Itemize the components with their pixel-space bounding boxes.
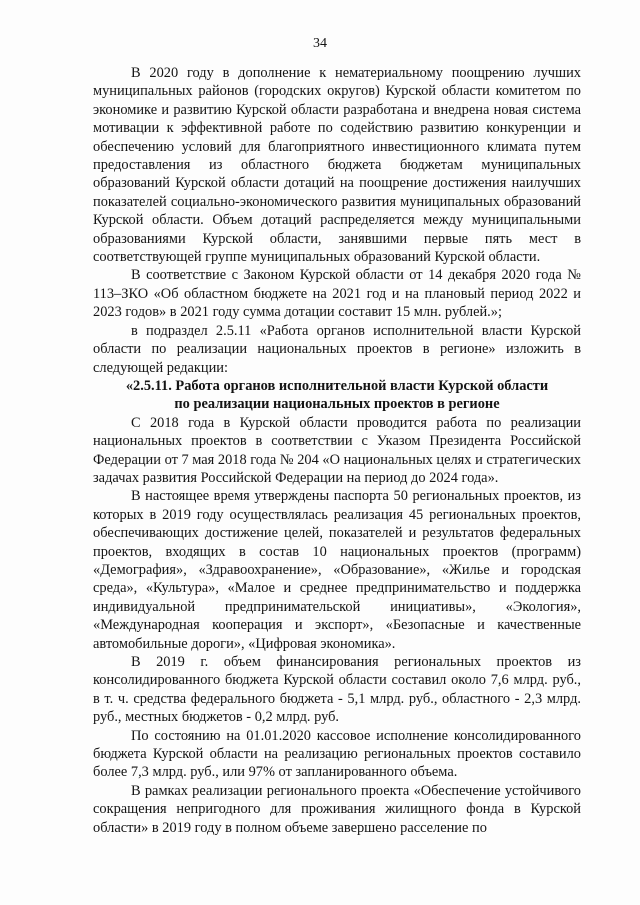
section-heading-line-1: «2.5.11. Работа органов исполнительной власти Курской области xyxy=(125,377,549,394)
paragraph-housing-project: В рамках реализации регионального проекта «Обеспечение устойчивого сокращения непригодного для проживания жилищного фонда в Курской области» в 2019 году в полном объеме завершено расселение по xyxy=(93,782,581,836)
document-body xyxy=(93,64,581,837)
section-heading-line-2: по реализации национальных проектов в регионе xyxy=(174,396,500,413)
paragraph-regional-projects-list: В настоящее время утверждены паспорта 50 региональных проектов, из которых в 2019 году осуществлялась реализация 45 региональных проектов, обеспечивающих достижение целей, показателей и результатов федеральных проектов, входящих в состав 10 национальных проектов (программ) «Демография», «Здравоохранение», «Образование», «Жилье и городская среда», «Культура», «Малое и среднее предпринимательство и поддержка индивидуальной предпринимательской инициативы», «Экология», «Международная кооперация и экспорт», «Безопасные и качественные автомобильные дороги», «Цифровая экономика». xyxy=(93,488,581,652)
paragraph-cash-execution: По состоянию на 01.01.2020 кассовое исполнение консолидированного бюджета Курской области на реализацию региональных проектов составило более 7,3 млрд. руб., или 97% от запланированного объема. xyxy=(93,727,581,781)
paragraph-motivation-system: В 2020 году в дополнение к нематериальному поощрению лучших муниципальных районов (городских округов) Курской области комитетом по экономике и развитию Курской области разработана и внедрена новая система мотивации к эффективной работе по содействию развитию конкуренции и обеспечению условий для благоприятного инвестиционного климата путем предоставления из областного бюджета бюджетам муниципальных образований Курской области дотаций на поощрение достижения наилучших показателей социально-экономического развития муниципальных образований Курской области. Объем дотаций распределяется между муниципальными образованиями Курской области, занявшими первые пять мест в соответствующей группе муниципальных образований Курской области. xyxy=(93,65,581,266)
page-number: 34 xyxy=(313,36,327,51)
paragraph-financing-2019: В 2019 г. объем финансирования региональных проектов из консолидированного бюджета Курской области составил около 7,6 млрд. руб., в т. ч. средства федерального бюджета - 5,1 млрд. руб., областного - 2,3 млрд. руб., местных бюджетов - 0,2 млрд. руб. xyxy=(93,654,581,726)
paragraph-subsection-instruction: в подраздел 2.5.11 «Работа органов исполнительной власти Курской области по реализации национальных проектов в регионе» изложить в следующей редакции: xyxy=(93,322,581,376)
section-heading xyxy=(93,377,581,414)
paragraph-national-projects-intro: С 2018 года в Курской области проводится работа по реализации национальных проектов в соответствии с Указом Президента Российской Федерации от 7 мая 2018 года № 204 «О национальных целях и стратегических задачах развития Российской Федерации на период до 2024 года». xyxy=(93,414,581,486)
paragraph-budget-law: В соответствие с Законом Курской области от 14 декабря 2020 года № 113–ЗКО «Об областном бюджете на 2021 год и на плановый период 2022 и 2023 годов» в 2021 году сумма дотации составит 15 млн. рублей.»; xyxy=(93,267,581,321)
